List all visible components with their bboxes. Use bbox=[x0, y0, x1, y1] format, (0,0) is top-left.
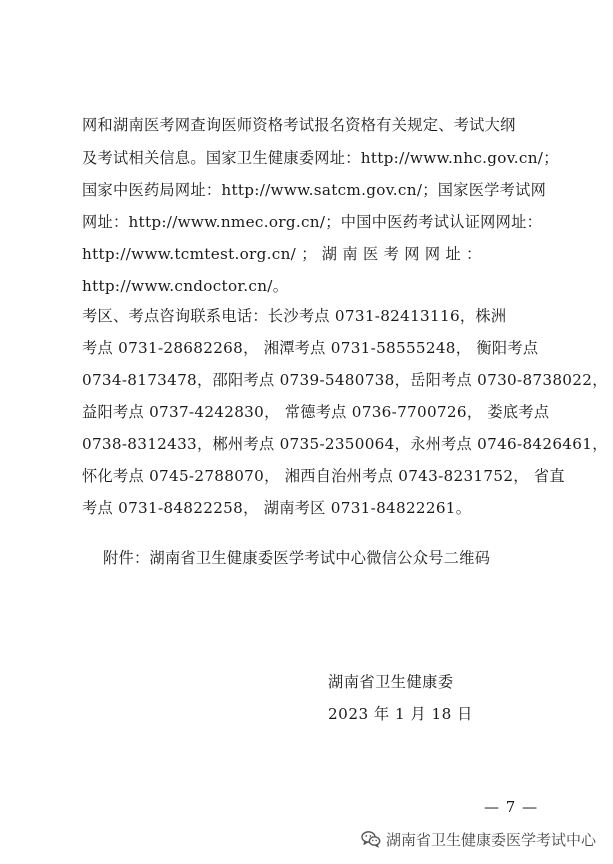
body-line-3: 国家中医药局网址：http://www.satcm.gov.cn/；国家医学考试网 bbox=[82, 181, 547, 199]
issuer-signature: 湖南省卫生健康委 bbox=[328, 673, 454, 691]
attachment-note: 附件：湖南省卫生健康委医学考试中心微信公众号二维码 bbox=[103, 549, 491, 567]
watermark-text: 湖南省卫生健康委医学考试中心 bbox=[386, 830, 597, 849]
body-line-8: 考点 0731-28682268， 湘潭考点 0731-58555248， 衡阳考点 bbox=[82, 339, 539, 357]
body-line-9: 0734-8173478，邵阳考点 0739-5480738，岳阳考点 0730-8738022， bbox=[82, 371, 608, 389]
body-line-7: 考区、考点咨询联系电话：长沙考点 0731-82413116，株洲 bbox=[82, 307, 507, 325]
issue-date: 2023 年 1 月 18 日 bbox=[328, 705, 473, 723]
body-line-12: 怀化考点 0745-2788070， 湘西自治州考点 0743-8231752， 省直 bbox=[82, 467, 565, 485]
body-line-6: http://www.cndoctor.cn/。 bbox=[82, 277, 289, 295]
body-line-11: 0738-8312433，郴州考点 0735-2350064，永州考点 0746-8426461， bbox=[82, 435, 608, 453]
body-line-2: 及考试相关信息。国家卫生健康委网址：http://www.nhc.gov.cn/； bbox=[82, 149, 559, 167]
body-line-5: http://www.tcmtest.org.cn/ ； 湖 南 医 考 网 网 址 ： bbox=[82, 245, 482, 263]
body-line-13: 考点 0731-84822258， 湖南考区 0731-84822261。 bbox=[82, 499, 472, 517]
body-line-4: 网址：http://www.nmec.org.cn/；中国中医药考试认证网网址： bbox=[82, 213, 543, 231]
wechat-watermark bbox=[360, 826, 596, 852]
page-number: — 7 — bbox=[484, 798, 539, 816]
body-line-10: 益阳考点 0737-4242830， 常德考点 0736-7700726， 娄底考点 bbox=[82, 403, 550, 421]
body-line-1: 网和湖南医考网查询医师资格考试报名资格有关规定、考试大纲 bbox=[82, 116, 516, 134]
wechat-icon bbox=[360, 828, 382, 850]
